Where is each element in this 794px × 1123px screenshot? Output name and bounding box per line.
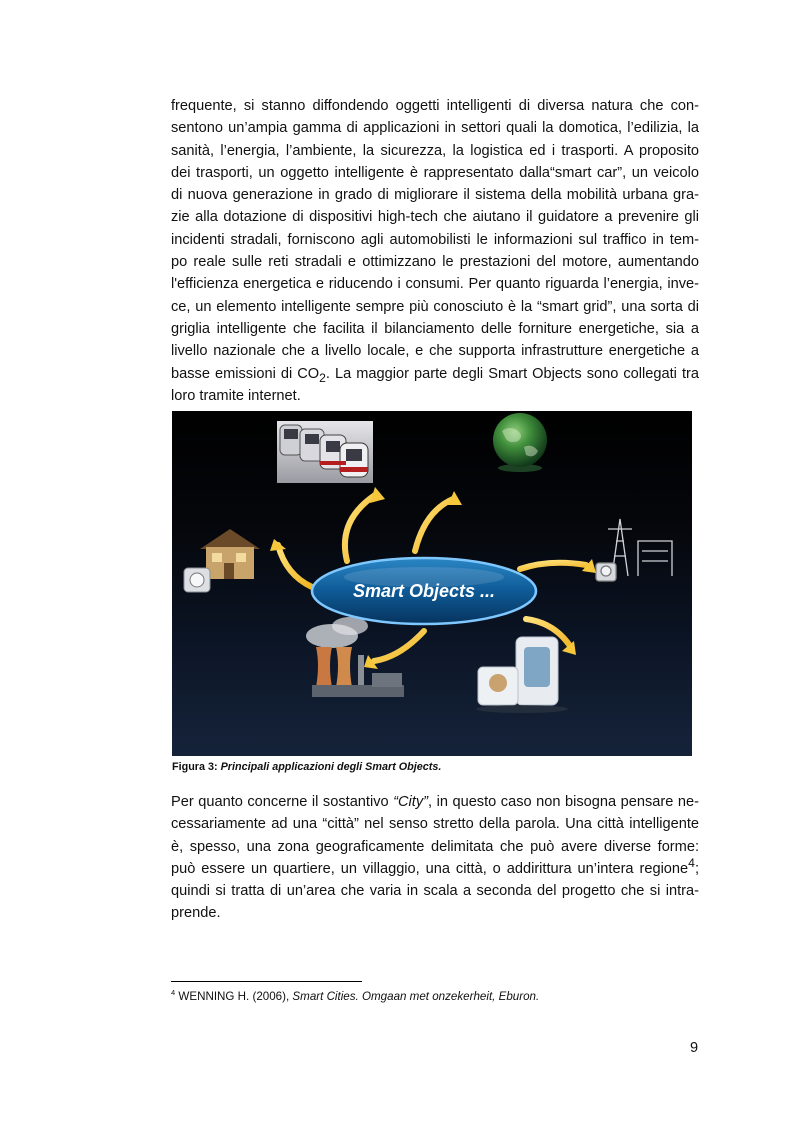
globe-icon [493,413,547,472]
arrow-icon [345,495,375,561]
text-line: prende. [171,905,221,922]
figure-caption [172,761,441,773]
medical-device-icon [476,637,568,713]
subscript: 2 [319,370,326,385]
power-grid-icon [596,519,672,581]
figure-illustration [172,411,692,756]
text-line: zie alla dotazione di dispositivi high-tech che aiutano il guidatore a prevenire gli [171,209,699,226]
arrow-icon [374,631,424,661]
text-fragment: può essere un quartiere, un villaggio, una città, o addirittura un’intera regione [171,860,689,877]
text-line: l'efficienza energetica e riducendo i consumi. Per quanto riguarda l’energia, inve- [171,276,699,293]
text-line: quindi si tratta di un’area che varia in scala a seconda del progetto che si intra- [171,883,699,900]
text-fragment: . La maggior parte degli Smart Objects sono collegati tra [325,365,699,382]
text-line: cessariamente ad una “città” nel senso stretto della parola. Una città intelligente [171,816,699,833]
text-fragment: ; [694,860,699,877]
paragraph-smart-objects [171,95,699,407]
footnote-separator [171,981,362,982]
footnote-title: Smart Cities. Omgaan met onzekerheit, Eburon. [292,990,540,1003]
smart-car-image [277,421,373,483]
footnote-text: WENNING H. (2006), [175,990,293,1003]
arrow-icon [278,545,312,587]
footnote-marker: 4 [171,988,176,998]
footnote-ref[interactable]: 4 [688,856,695,871]
text-line: incidenti stradali, forniscono agli automobilisti le informazioni sul traffico in tem- [171,231,699,248]
text-fragment-italic: “City” [393,794,429,810]
text-line-co2 [171,363,699,385]
text-fragment: basse emissioni di CO [171,365,320,382]
arrow-icon [520,563,586,569]
text-line: livello nazionale che a livello locale, e che supporta infrastrutture energetiche a [171,343,699,360]
text-line: loro tramite internet. [171,387,301,404]
smart-objects-figure [172,411,692,756]
text-line: griglia intelligente che facilita il bilanciamento delle forniture energetiche, sia a [171,320,699,337]
text-line [171,858,699,880]
text-fragment: Per quanto concerne il sostantivo [171,794,394,810]
text-line: di nuova generazione in grado di migliorare il sistema della mobilità urbana gra- [171,187,699,204]
text-line: ce, un elemento intelligente sempre più conosciuto è la “smart grid”, una sorta di [171,298,699,315]
house-icon [184,529,260,592]
arrow-icon [415,499,453,551]
smart-objects-ellipse [312,558,536,624]
text-fragment: , in questo caso non bisogna pensare ne- [428,794,699,810]
footnote [171,990,539,1003]
text-line: dei trasporti, un oggetto intelligente è rappresentato dalla“smart car”, un veicolo [171,164,699,181]
caption-title: Principali applicazioni degli Smart Objects. [220,761,442,773]
text-line: po reale sulle reti stradali e ottimizzano le prestazioni del motore, aumentando [171,254,699,271]
page-number: 9 [690,1040,699,1056]
text-line [171,791,699,813]
paragraph-city [171,791,699,925]
text-line: frequente, si stanno diffondendo oggetti intelligenti di diversa natura che con- [171,98,699,114]
caption-prefix: Figura 3: [172,761,221,773]
text-line: è, spesso, una zona geograficamente delimitata che può avere diverse forme: [171,838,699,855]
smart-objects-label: Smart Objects ... [352,581,496,601]
text-line: sanità, l’energia, l’ambiente, la sicurezza, la logistica ed i trasporti. A proposito [171,142,699,159]
text-line: sentono un’ampia gamma di applicazioni in settori quali la domotica, l’edilizia, la [171,120,699,137]
